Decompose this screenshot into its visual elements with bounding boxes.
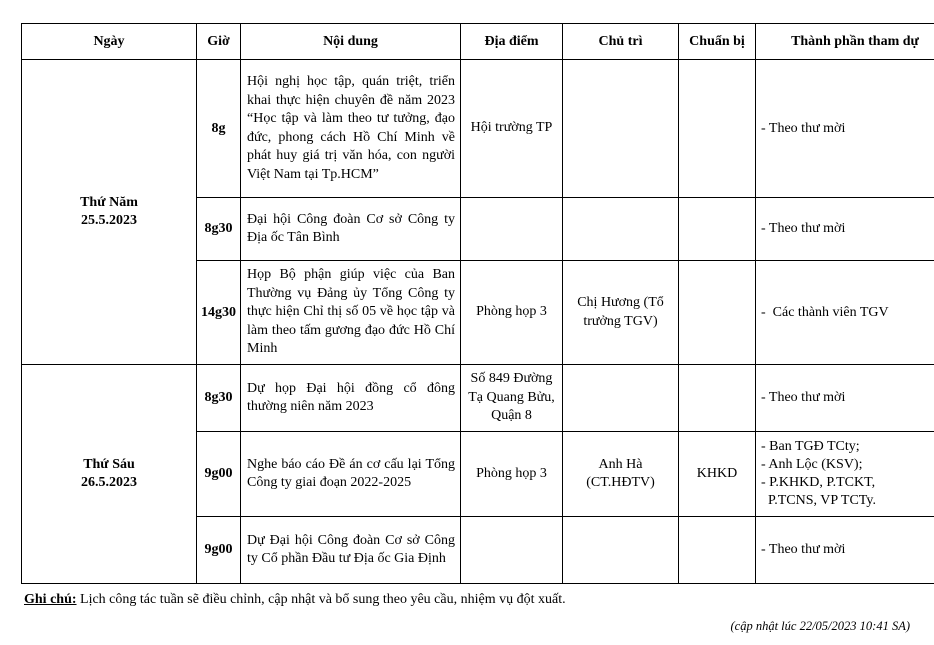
header-time: Giờ (197, 24, 241, 60)
place-cell: Phòng họp 3 (461, 432, 563, 517)
time-cell: 8g30 (197, 198, 241, 261)
day-date: 26.5.2023 (81, 475, 137, 490)
attendees-cell (756, 517, 934, 584)
chair-cell (563, 198, 679, 261)
prep-cell: KHKD (679, 432, 756, 517)
attendee-line: - Các thành viên TGV (761, 304, 889, 320)
attendees-cell (756, 365, 934, 432)
content-cell: Họp Bộ phận giúp việc của Ban Thường vụ Đảng ủy Tổng Công ty thực hiện Chỉ thị số 05 về học tập và làm theo tấm gương đạo đức Hồ Chí Minh (241, 261, 461, 365)
day-cell-thursday (22, 60, 197, 365)
content-cell: Đại hội Công đoàn Cơ sở Công ty Địa ốc Tân Bình (241, 198, 461, 261)
footnote-text: Lịch công tác tuần sẽ điều chỉnh, cập nhật và bổ sung theo yêu cầu, nhiệm vụ đột xuất. (76, 592, 566, 607)
attendee-line: P.TCNS, VP TCTy. (761, 493, 876, 508)
prep-cell (679, 365, 756, 432)
place-cell: Hội trường TP (461, 60, 563, 198)
chair-cell (563, 517, 679, 584)
chair-cell: Chị Hương (Tổ trưởng TGV) (563, 261, 679, 365)
prep-cell (679, 517, 756, 584)
attendees-cell (756, 261, 934, 365)
table-row (22, 60, 934, 198)
table-row (22, 365, 934, 432)
header-prep: Chuẩn bị (679, 24, 756, 60)
prep-cell (679, 198, 756, 261)
content-cell: Dự họp Đại hội đồng cổ đông thường niên năm 2023 (241, 365, 461, 432)
content-cell: Dự Đại hội Công đoàn Cơ sở Công ty Cổ phần Đầu tư Địa ốc Gia Định (241, 517, 461, 584)
header-attendees: Thành phần tham dự (756, 24, 934, 60)
place-cell: Số 849 Đường Tạ Quang Bửu, Quận 8 (461, 365, 563, 432)
footnote (24, 592, 566, 608)
place-cell (461, 517, 563, 584)
attendee-line: - Ban TGĐ TCty; (761, 439, 860, 454)
day-weekday: Thứ Sáu (83, 457, 135, 472)
day-cell-friday (22, 365, 197, 584)
content-cell: Hội nghị học tập, quán triệt, triển khai thực hiện chuyên đề năm 2023 “Học tập và làm theo tư tưởng, đạo đức, phong cách Hồ Chí Minh về phát huy giá trị văn hóa, con người Việt Nam tại Tp.HCM” (241, 60, 461, 198)
header-place: Địa điểm (461, 24, 563, 60)
footnote-label: Ghi chú: (24, 592, 77, 607)
header-day: Ngày (22, 24, 197, 60)
prep-cell (679, 60, 756, 198)
attendee-line: - P.KHKD, P.TCKT, (761, 475, 876, 490)
place-cell: Phòng họp 3 (461, 261, 563, 365)
header-content: Nội dung (241, 24, 461, 60)
header-row (22, 24, 934, 60)
chair-cell: Anh Hà (CT.HĐTV) (563, 432, 679, 517)
attendees-cell (756, 198, 934, 261)
time-cell: 14g30 (197, 261, 241, 365)
update-timestamp: (cập nhật lúc 22/05/2023 10:41 SA) (730, 619, 910, 633)
attendee-line: - Anh Lộc (KSV); (761, 457, 863, 472)
chair-cell (563, 365, 679, 432)
content-cell: Nghe báo cáo Đề án cơ cấu lại Tổng Công ty giai đoạn 2022-2025 (241, 432, 461, 517)
time-cell: 8g30 (197, 365, 241, 432)
attendees-cell (756, 60, 934, 198)
attendee-line: - Theo thư mời (761, 390, 846, 405)
schedule-table (21, 23, 934, 584)
chair-cell (563, 60, 679, 198)
time-cell: 9g00 (197, 517, 241, 584)
place-cell (461, 198, 563, 261)
attendee-line: - Theo thư mời (761, 120, 846, 136)
attendees-cell (756, 432, 934, 517)
time-cell: 9g00 (197, 432, 241, 517)
attendee-line: - Theo thư mời (761, 542, 846, 557)
day-weekday: Thứ Năm (80, 195, 138, 210)
prep-cell (679, 261, 756, 365)
day-date: 25.5.2023 (81, 213, 137, 228)
time-cell: 8g (197, 60, 241, 198)
header-chair: Chủ trì (563, 24, 679, 60)
attendee-line: - Theo thư mời (761, 221, 846, 236)
